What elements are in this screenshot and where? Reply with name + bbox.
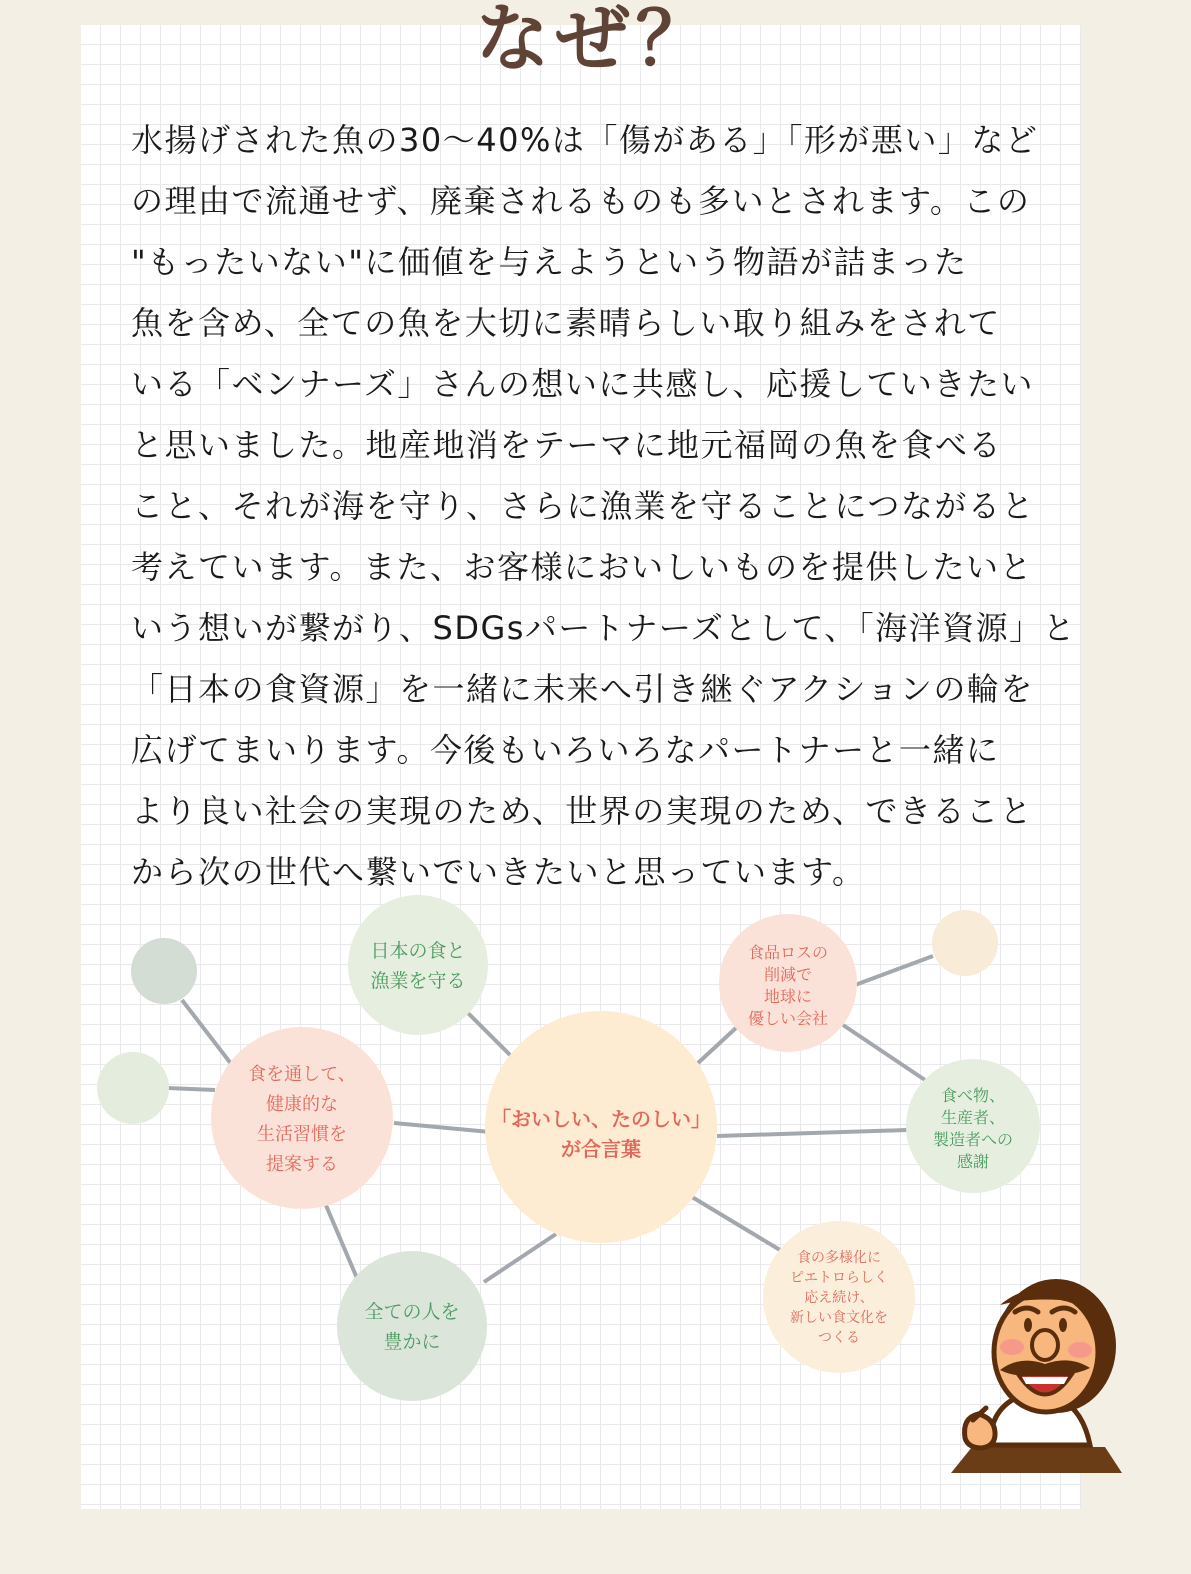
bubble-japan-food bbox=[348, 895, 488, 1035]
bubble-everyone-line: 全ての人を bbox=[364, 1301, 460, 1323]
bubble-everyone-line: 豊かに bbox=[383, 1331, 441, 1353]
body-line: 考えています。また、お客様においしいものを提供したいと bbox=[131, 548, 1033, 586]
bubble-diversity-line: つくる bbox=[818, 1330, 860, 1346]
connector-line bbox=[692, 1197, 780, 1250]
bubble-japan-food-line: 漁業を守る bbox=[370, 970, 466, 992]
bubble-healthy-line: 健康的な bbox=[266, 1094, 338, 1115]
bubble-gratitude-line: 製造者への bbox=[932, 1130, 1014, 1149]
bubble-food-loss-line: 地球に bbox=[763, 987, 813, 1006]
connector-line bbox=[167, 1088, 215, 1090]
bubble-healthy-line: 提案する bbox=[266, 1154, 338, 1175]
bubble-diversity-line: 食の多様化に bbox=[797, 1250, 881, 1266]
body-line: 「日本の食資源」を一緒に未来へ引き継ぐアクションの輪を bbox=[131, 670, 1034, 708]
decorative-circle bbox=[932, 910, 998, 976]
bubble-japan-food-line: 日本の食と bbox=[370, 940, 466, 962]
connector-line bbox=[394, 1123, 490, 1132]
connector-line bbox=[182, 1000, 232, 1065]
body-line: 広げてまいります。今後もいろいろなパートナーと一緒に bbox=[131, 731, 1000, 769]
body-line: と思いました。地産地消をテーマに地元福岡の魚を食べる bbox=[131, 426, 1003, 464]
bubble-food-loss-line: 食品ロスの bbox=[747, 943, 829, 962]
connector-line bbox=[484, 1234, 556, 1282]
body-line: より良い社会の実現のため、世界の実現のため、できること bbox=[131, 792, 1033, 830]
bubble-food-loss-line: 削減で bbox=[763, 965, 813, 984]
page-heading: なぜ？ bbox=[475, 0, 716, 82]
bubble-center-line: 「おいしい、たのしい」 bbox=[491, 1107, 711, 1131]
body-line: から次の世代へ繋いでいきたいと思っています。 bbox=[131, 853, 866, 891]
bubble-food-loss-line: 優しい会社 bbox=[747, 1009, 829, 1028]
bubble-gratitude-line: 感謝 bbox=[956, 1152, 990, 1171]
bubble-center-line: が合言葉 bbox=[561, 1137, 641, 1161]
body-line: いる「ベンナーズ」さんの想いに共感し、応援していきたい bbox=[131, 365, 1034, 403]
body-line: こと、それが海を守り、さらに漁業を守ることにつながると bbox=[131, 487, 1035, 525]
body-line: 水揚げされた魚の30〜40%は「傷がある」「形が悪い」など bbox=[131, 121, 1039, 159]
decorative-circle bbox=[97, 1052, 169, 1124]
connector-line bbox=[468, 1013, 510, 1055]
decorative-circle bbox=[131, 938, 197, 1004]
connector-line bbox=[843, 1025, 925, 1080]
bubble-diversity-line: ピエトロらしく bbox=[790, 1270, 888, 1286]
bubble-gratitude-line: 生産者、 bbox=[940, 1108, 1006, 1127]
body-line: いう想いが繋がり、SDGsパートナーズとして、「海洋資源」と bbox=[131, 609, 1077, 647]
body-line: の理由で流通せず、廃棄されるものも多いとされます。この bbox=[131, 182, 1031, 220]
connector-line bbox=[698, 1027, 737, 1063]
bubble-everyone bbox=[337, 1251, 487, 1401]
body-line: 魚を含め、全ての魚を大切に素晴らしい取り組みをされて bbox=[131, 304, 1001, 342]
bubble-healthy-line: 食を通して、 bbox=[248, 1064, 356, 1085]
connector-line bbox=[855, 956, 933, 985]
chef-mascot-icon bbox=[951, 1279, 1122, 1473]
bubble-diversity-line: 応え続け、 bbox=[804, 1290, 874, 1306]
connector-line bbox=[717, 1130, 907, 1136]
bubble-healthy bbox=[211, 1027, 393, 1209]
body-line: "もったいない"に価値を与えようという物語が詰まった bbox=[131, 243, 968, 281]
bubble-gratitude-line: 食べ物、 bbox=[940, 1086, 1006, 1105]
bubble-diversity-line: 新しい食文化を bbox=[790, 1310, 888, 1326]
bubble-healthy-line: 生活習慣を bbox=[257, 1124, 347, 1145]
